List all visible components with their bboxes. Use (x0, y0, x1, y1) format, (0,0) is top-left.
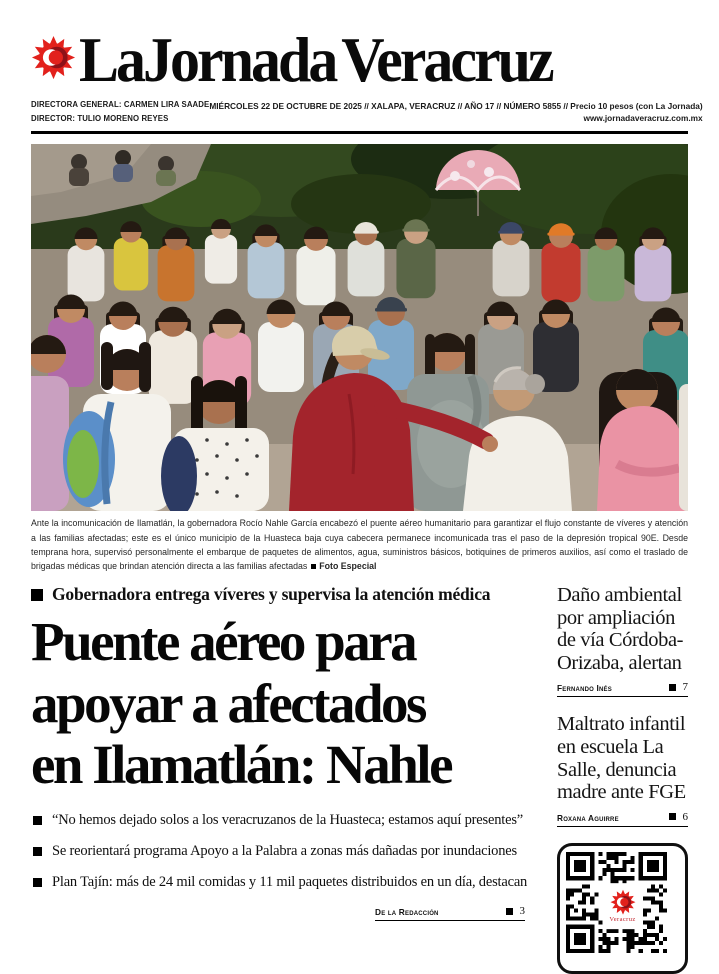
qr-code (557, 843, 688, 974)
headline-line: por ampliación (557, 606, 675, 629)
caption-text: Ante la incomunicación de Ilamatlán, la gobernadora Rocío Nahle García encabezó el puente aéreo humanitario para garantizar el flujo constante de víveres y atención a las familias afectadas; este es el único municipio de la Huasteca baja cuya cabecera permanece incomunicada tras el paso de la depresión tropical 90E. Desde temprana hora, supervisó personalmente el embarque de paquetes de alimentos, agua, suministros básicos, botiquines de primeros auxilios, así como el traslado de brigadas médicas que brindan atención directa a las familias afectadas (31, 518, 688, 572)
credit-square-bullet (311, 564, 316, 569)
byline-name: Fernando Inés (557, 683, 612, 694)
headline-line: Orizaba, alertan (557, 651, 682, 674)
lead-bullets (31, 812, 531, 891)
lead-byline-name: De la Redacción (375, 907, 439, 918)
lead-story (31, 584, 531, 973)
news-photo (31, 144, 688, 573)
bullet-item: “No hemos dejado solos a los veracruzanos de la Huasteca; estamos aquí presentes” (31, 812, 531, 829)
page-number: 6 (682, 810, 688, 823)
sidebar-story-1-byline (557, 681, 688, 697)
sidebar-story-2-byline (557, 811, 688, 827)
sidebar-story-1 (557, 584, 688, 697)
headline-line: Daño ambiental (557, 584, 682, 607)
masthead-rule (31, 131, 688, 134)
bullet-item: Plan Tajín: más de 24 mil comidas y 11 mil paquetes distribuidos en un día, destacan (31, 874, 531, 891)
lead-headline-line: Puente aéreo para (31, 611, 416, 673)
qr-label: Veracruz (609, 916, 636, 924)
lead-headline (31, 611, 531, 796)
headline-line: Salle, denuncia (557, 758, 677, 781)
page-number: 7 (682, 681, 688, 694)
lead-headline-line: en Ilamatlán: Nahle (31, 734, 451, 796)
lead-page-ref (506, 905, 526, 917)
bullet-square-icon (33, 847, 42, 856)
sidebar-story-2-headline (557, 713, 688, 803)
bullet-item: Se reorientará programa Apoyo a la Palabra a zonas más dañadas por inundaciones (31, 843, 531, 860)
bullet-square-icon (33, 878, 42, 887)
page-ref (669, 681, 689, 693)
sidebar-story-1-headline (557, 584, 688, 674)
masthead (31, 0, 703, 134)
sidebar-story-2 (557, 713, 688, 826)
lead-page-number: 3 (519, 905, 525, 918)
sidebar-column (557, 584, 688, 973)
headline-line: madre ante FGE (557, 781, 686, 804)
lead-byline (375, 905, 525, 921)
dateline-block (209, 100, 702, 126)
newspaper-title: LaJornada Veracruz (79, 25, 552, 95)
la-jornada-sun-logo-icon (610, 889, 636, 915)
directors-block (31, 98, 209, 125)
photo-credit: Foto Especial (319, 561, 377, 572)
page-ref (669, 811, 689, 823)
page-square-icon (506, 908, 513, 915)
page-square-icon (669, 684, 676, 691)
website-url: www.jornadaveracruz.com.mx (583, 113, 703, 124)
news-photo-illustration (31, 144, 688, 511)
headline-line: de vía Córdoba- (557, 629, 684, 652)
woman-pink (597, 369, 687, 511)
photo-caption (31, 516, 688, 573)
headline-line: en escuela La (557, 736, 664, 759)
lead-headline-line: apoyar a afectados (31, 672, 425, 734)
qr-center-logo (603, 883, 643, 929)
lead-kicker (31, 584, 531, 605)
director-line: DIRECTOR: TULIO MORENO REYES (31, 113, 169, 123)
bullet-square-icon (33, 816, 42, 825)
byline-name: Roxana Aguirre (557, 812, 619, 823)
headline-line: Maltrato infantil (557, 713, 686, 736)
lead-kicker-text: Gobernadora entrega víveres y supervisa la atención médica (52, 584, 491, 605)
kicker-square-bullet (31, 589, 43, 601)
dateline: MIÉRCOLES 22 DE OCTUBRE DE 2025 // XALAPA, VERACRUZ // AÑO 17 // NÚMERO 5855 // Precio 10 pesos (con La Jornada) (209, 100, 703, 111)
la-jornada-sun-logo-icon (31, 35, 76, 85)
director-general-line: DIRECTORA GENERAL: CARMEN LIRA SAADE (31, 100, 210, 109)
page-square-icon (669, 813, 676, 820)
